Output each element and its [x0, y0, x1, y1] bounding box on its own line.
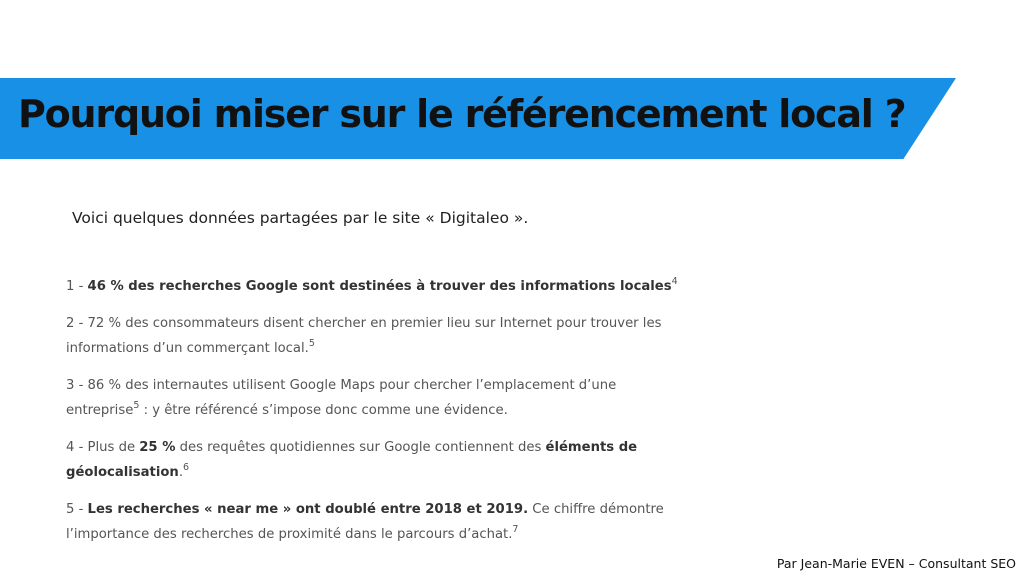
stat-item-3: [66, 373, 686, 423]
stat-highlight: 46 % des recherches Google sont destinées à trouver des informations locales: [87, 279, 672, 294]
stat-highlight: Les recherches « near me » ont doublé entre 2018 et 2019.: [87, 502, 529, 517]
stat-text: : y être référencé s’impose donc comme une évidence.: [139, 403, 508, 418]
stat-text: 2 - 72 % des consommateurs disent chercher en premier lieu sur Internet pour trouver les informations d’un commerçant local.: [66, 316, 662, 356]
stat-text: des requêtes quotidiennes sur Google contiennent des: [175, 440, 546, 455]
footnote-ref: 6: [183, 462, 190, 473]
stats-list: [66, 274, 686, 559]
stat-text: Ce chiffre démontre l’importance des recherches de proximité dans le parcours d’achat.: [66, 502, 664, 542]
stat-item-4: [66, 435, 686, 485]
stat-item-5: [66, 497, 686, 547]
stat-text: 3 - 86 % des internautes utilisent Google Maps pour chercher l’emplacement d’une entreprise: [66, 378, 617, 418]
stat-highlight: 25 %: [139, 440, 176, 455]
stat-item-2: [66, 311, 686, 361]
author-credit: Par Jean-Marie EVEN – Consultant SEO: [776, 556, 1016, 571]
slide-title: Pourquoi miser sur le référencement local ?: [18, 92, 906, 136]
intro-text: Voici quelques données partagées par le site « Digitaleo ».: [72, 209, 529, 227]
stat-text: 4 - Plus de: [66, 440, 140, 455]
stat-text: 1 -: [66, 279, 88, 294]
stat-text: .: [178, 465, 184, 480]
stat-item-1: [66, 274, 686, 299]
footnote-ref: 7: [512, 524, 519, 535]
footnote-ref: 5: [308, 338, 315, 349]
footnote-ref: 4: [671, 276, 678, 287]
stat-highlight: éléments de géolocalisation: [66, 440, 638, 480]
stat-text: 5 -: [66, 502, 88, 517]
footnote-ref: 5: [133, 400, 140, 411]
